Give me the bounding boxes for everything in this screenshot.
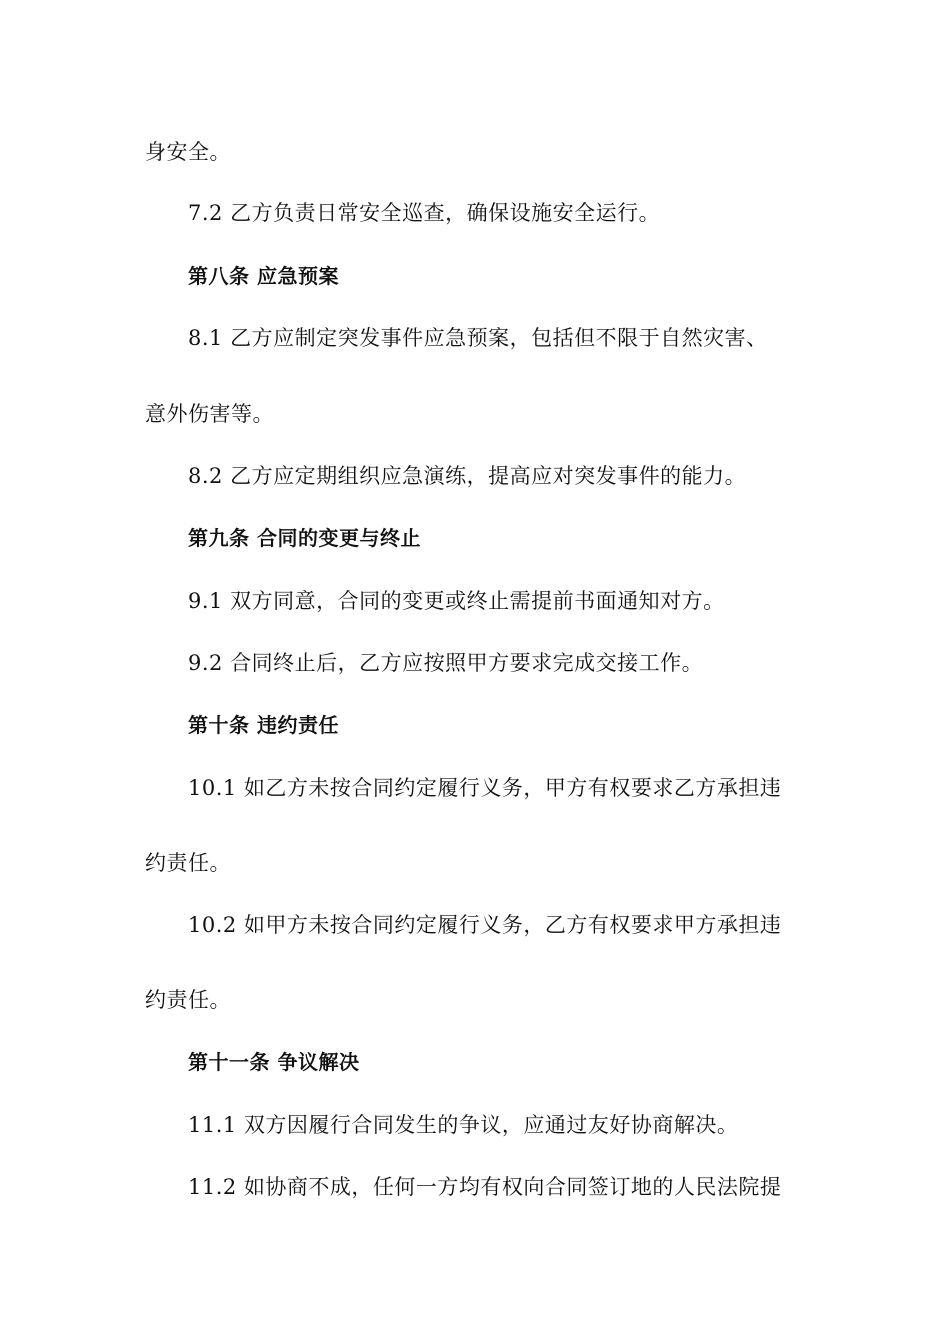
clause-8-1: 8.1 乙方应制定突发事件应急预案，包括但不限于自然灾害、 <box>188 326 768 350</box>
article-10-heading: 第十条 违约责任 <box>188 713 339 737</box>
clause-9-2: 9.2 合同终止后，乙方应按照甲方要求完成交接工作。 <box>188 651 704 675</box>
clause-8-2: 8.2 乙方应定期组织应急演练，提高应对突发事件的能力。 <box>188 464 747 488</box>
clause-7-2: 7.2 乙方负责日常安全巡查，确保设施安全运行。 <box>188 201 661 225</box>
clause-10-2: 10.2 如甲方未按合同约定履行义务，乙方有权要求甲方承担违 <box>188 913 782 937</box>
clause-10-2-continuation: 约责任。 <box>145 988 231 1012</box>
clause-8-1-continuation: 意外伤害等。 <box>145 402 274 426</box>
article-8-heading: 第八条 应急预案 <box>188 264 339 288</box>
article-9-heading: 第九条 合同的变更与终止 <box>188 526 421 550</box>
clause-11-2: 11.2 如协商不成，任何一方均有权向合同签订地的人民法院提 <box>188 1175 782 1199</box>
clause-10-1: 10.1 如乙方未按合同约定履行义务，甲方有权要求乙方承担违 <box>188 776 782 800</box>
clause-9-1: 9.1 双方同意，合同的变更或终止需提前书面通知对方。 <box>188 589 725 613</box>
clause-11-1: 11.1 双方因履行合同发生的争议，应通过友好协商解决。 <box>188 1113 739 1137</box>
article-11-heading: 第十一条 争议解决 <box>188 1050 360 1074</box>
clause-10-1-continuation: 约责任。 <box>145 851 231 875</box>
paragraph-continuation: 身安全。 <box>145 140 231 164</box>
